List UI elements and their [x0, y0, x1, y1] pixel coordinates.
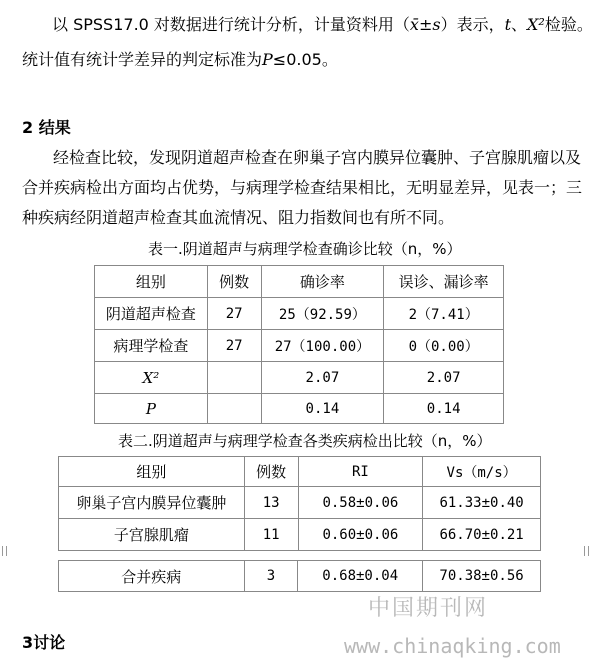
method-text-d: 检验。 — [544, 15, 593, 34]
mean-sd-symbol: x̄±s — [409, 15, 441, 34]
table2-header-vs: Vs（m/s） — [423, 457, 541, 487]
table1-header-cases: 例数 — [207, 266, 261, 298]
table-cell: 0（0.00） — [384, 330, 504, 362]
criteria-text-b: ≤0.05。 — [272, 50, 338, 69]
table-row — [59, 487, 541, 519]
watermark-cn: 中国期刊网 — [368, 596, 489, 621]
p-symbol: P — [262, 50, 273, 69]
table-cell: 卵巢子宫内膜异位囊肿 — [59, 487, 245, 519]
table-cell: 病理学检查 — [95, 330, 208, 362]
table-cell: 27 — [207, 298, 261, 330]
table-cell: 27（100.00） — [261, 330, 384, 362]
table-cell: 0.60±0.06 — [298, 519, 423, 551]
table2-caption: 表二.阴道超声与病理学检查各类疾病检出比较（n，%） — [118, 432, 492, 450]
table1-caption: 表一.阴道超声与病理学检查确诊比较（n，%） — [148, 240, 462, 258]
table-cell: 11 — [244, 519, 298, 551]
table-cell: 阴道超声检查 — [95, 298, 208, 330]
method-text-c: 、 — [511, 15, 528, 34]
table-cell: 70.38±0.56 — [423, 561, 541, 592]
table-cell: X² — [95, 362, 208, 394]
page-break-marker-left — [2, 546, 7, 556]
table-row — [95, 330, 504, 362]
method-text-a: 以 SPSS17.0 对数据进行统计分析，计量资料用（ — [52, 15, 410, 34]
table-cell: 0.68±0.04 — [298, 561, 423, 592]
table1-header-row — [95, 266, 504, 298]
table1-header-group: 组别 — [95, 266, 208, 298]
watermark-url: www.chinaqking.com — [344, 634, 561, 658]
table2-header-cases: 例数 — [244, 457, 298, 487]
table2-header-row — [59, 457, 541, 487]
table-cell: 66.70±0.21 — [423, 519, 541, 551]
results-line-1: 经检查比较，发现阴道超声检查在卵巢子宫内膜异位囊肿、子宫腺肌瘤以及 — [53, 148, 582, 167]
method-text-b: ）表示， — [440, 15, 505, 34]
table2-header-ri: RI — [298, 457, 423, 487]
table-cell: 合并疾病 — [59, 561, 245, 592]
table-row — [59, 519, 541, 551]
section-3-heading: 3讨论 — [22, 633, 66, 652]
method-line-1 — [52, 15, 593, 35]
table1-header-misdiagnosis-rate: 误诊、漏诊率 — [384, 266, 504, 298]
table-cell — [207, 394, 261, 424]
method-line-2 — [22, 50, 338, 70]
table-cell: 25（92.59） — [261, 298, 384, 330]
table-cell: P — [95, 394, 208, 424]
table2-header-group: 组别 — [59, 457, 245, 487]
page-break-marker-right — [584, 546, 589, 556]
table-cell: 0.58±0.06 — [298, 487, 423, 519]
t-symbol: t — [504, 15, 512, 34]
table-cell: 27 — [207, 330, 261, 362]
table-cell: 0.14 — [384, 394, 504, 424]
table-row — [95, 362, 504, 394]
section-2-heading: 2 结果 — [22, 118, 71, 137]
table-cell: 2.07 — [384, 362, 504, 394]
table1-header-diagnosis-rate: 确诊率 — [261, 266, 384, 298]
table2 — [58, 456, 541, 551]
chi-square-symbol: X² — [527, 15, 545, 34]
table-cell: 2（7.41） — [384, 298, 504, 330]
results-line-2: 合并疾病检出方面均占优势，与病理学检查结果相比，无明显差异，见表一；三 — [22, 178, 583, 197]
table-cell: 61.33±0.40 — [423, 487, 541, 519]
table-cell: 3 — [244, 561, 298, 592]
table-row — [95, 394, 504, 424]
table-cell: 13 — [244, 487, 298, 519]
table-cell: 子宫腺肌瘤 — [59, 519, 245, 551]
table-cell: 2.07 — [261, 362, 384, 394]
results-line-3: 种疾病经阴道超声检查其血流情况、阻力指数间也有所不同。 — [22, 208, 455, 227]
table-row — [95, 298, 504, 330]
table2-continued — [58, 560, 541, 592]
table-cell: 0.14 — [261, 394, 384, 424]
table-cell — [207, 362, 261, 394]
criteria-text-a: 统计值有统计学差异的判定标准为 — [22, 50, 263, 69]
table-row — [59, 561, 541, 592]
table1 — [94, 265, 504, 424]
